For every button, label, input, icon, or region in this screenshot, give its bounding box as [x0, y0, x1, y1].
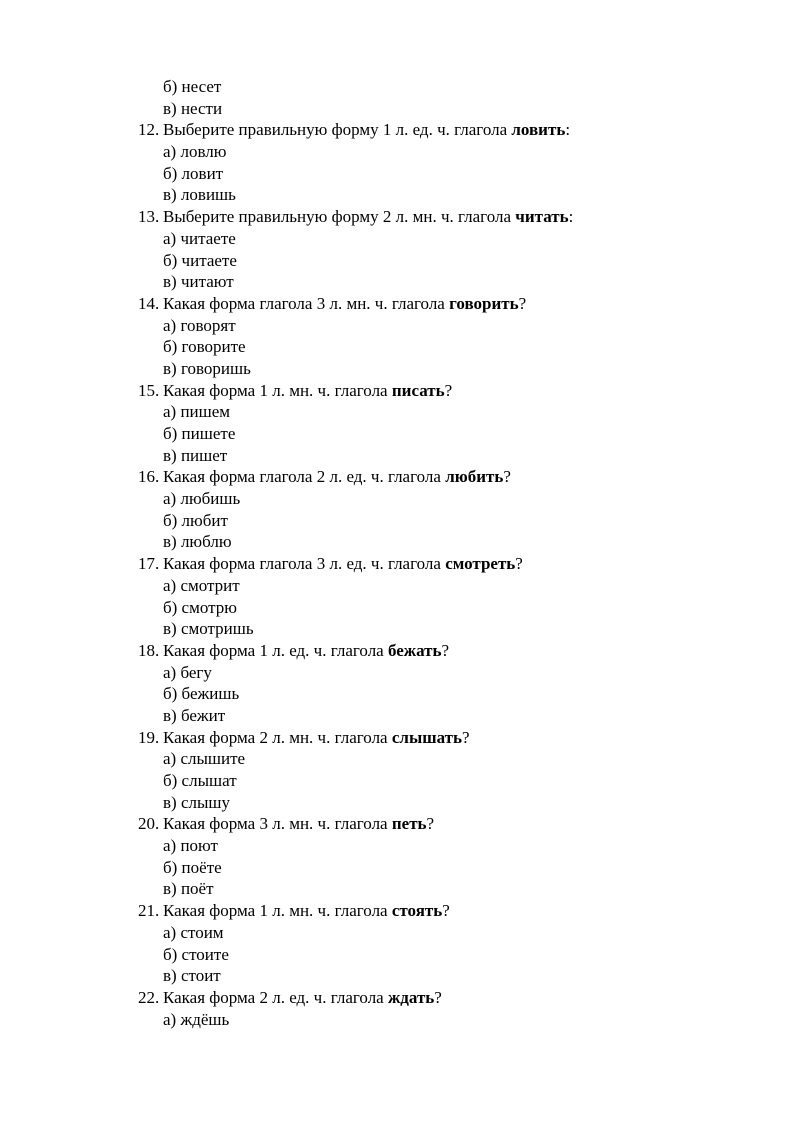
question-punct: ?: [444, 380, 453, 400]
question-text: Какая форма глагола 2 л. ед. ч. глагола: [163, 467, 446, 487]
question-verb: ждать: [387, 987, 435, 1007]
question-text: Выберите правильную форму 1 л. ед. ч. глагола: [163, 120, 512, 140]
question-number: 16.: [138, 467, 160, 487]
answer-option: а) поют: [163, 836, 218, 856]
question-12: [0, 119, 800, 141]
question-verb: стоять: [391, 901, 443, 921]
answer-option: в) смотришь: [163, 619, 254, 639]
answer-option: в) пишет: [163, 445, 228, 465]
question-verb: петь: [391, 814, 427, 834]
question-18: [0, 640, 800, 662]
question-text: Какая форма 2 л. мн. ч. глагола: [163, 727, 392, 747]
question-19: [0, 727, 800, 749]
question-15: [0, 380, 800, 402]
answer-option: а) любишь: [163, 489, 241, 509]
answer-option: а) говорят: [163, 315, 236, 335]
question-verb: слышать: [391, 727, 462, 747]
answer-option: б) ловит: [163, 163, 224, 183]
answer-option: а) пишем: [163, 402, 231, 422]
question-punct: ?: [518, 293, 527, 313]
answer-option: б) смотрю: [163, 597, 237, 617]
answer-option: б) говорите: [163, 337, 246, 357]
answer-option: в) стоит: [163, 966, 221, 986]
question-13: [0, 206, 800, 228]
answer-option: а) бегу: [163, 662, 212, 682]
question-text: Какая форма 3 л. мн. ч. глагола: [163, 814, 392, 834]
question-verb: смотреть: [445, 554, 516, 574]
question-text: Какая форма глагола 3 л. ед. ч. глагола: [163, 554, 446, 574]
question-punct: ?: [441, 640, 450, 660]
question-number: 19.: [138, 727, 160, 747]
question-number: 12.: [138, 120, 160, 140]
question-text: Какая форма 1 л. мн. ч. глагола: [163, 380, 392, 400]
question-punct: :: [568, 207, 574, 227]
question-text: Выберите правильную форму 2 л. мн. ч. глагола: [163, 207, 516, 227]
question-punct: ?: [442, 901, 450, 921]
quiz-content: [0, 76, 800, 1030]
question-verb: бежать: [387, 640, 442, 660]
answer-option: б) поёте: [163, 857, 222, 877]
question-number: 18.: [138, 640, 160, 660]
question-text: Какая форма глагола 3 л. мн. ч. глагола: [163, 293, 450, 313]
answer-option: а) ждёшь: [163, 1009, 230, 1029]
answer-option: а) стоим: [163, 922, 224, 942]
question-text: Какая форма 1 л. ед. ч. глагола: [163, 640, 388, 660]
question-verb: ловить: [511, 120, 566, 140]
question-21: [0, 900, 800, 922]
answer-option: б) пишете: [163, 424, 236, 443]
question-number: 17.: [138, 554, 160, 574]
answer-option: в) слышу: [163, 792, 230, 812]
question-verb: любить: [445, 467, 504, 487]
question-verb: писать: [391, 380, 445, 400]
question-text: Какая форма 1 л. мн. ч. глагола: [163, 901, 392, 921]
answer-option: а) читаете: [163, 228, 236, 248]
question-punct: ?: [461, 727, 470, 747]
question-number: 15.: [138, 380, 160, 400]
question-text: Какая форма 2 л. ед. ч. глагола: [163, 987, 388, 1007]
question-verb: говорить: [449, 293, 519, 313]
answer-option: в) бежит: [163, 705, 226, 725]
question-number: 13.: [138, 207, 160, 227]
answer-option: б) бежишь: [163, 684, 240, 704]
answer-option: в) читают: [163, 272, 234, 292]
question-number: 14.: [138, 293, 160, 313]
answer-option: в) поёт: [163, 879, 214, 899]
answer-option: в) ловишь: [163, 185, 236, 205]
answer-option: а) ловлю: [163, 142, 227, 162]
question-verb: читать: [515, 207, 569, 227]
answer-option: в) нести: [163, 98, 223, 118]
question-14: [0, 293, 800, 315]
answer-option: б) читаете: [163, 250, 237, 270]
question-punct: :: [565, 120, 571, 140]
answer-option: б) любит: [163, 510, 228, 530]
question-22: [0, 987, 800, 1009]
question-punct: ?: [515, 554, 523, 574]
question-punct: ?: [426, 814, 435, 834]
question-number: 20.: [138, 814, 160, 834]
question-number: 22.: [138, 987, 160, 1007]
answer-option: в) говоришь: [163, 358, 251, 378]
answer-option: в) люблю: [163, 532, 232, 552]
question-punct: ?: [434, 987, 442, 1007]
answer-option: б) слышат: [163, 771, 237, 790]
question-punct: ?: [503, 467, 511, 487]
answer-option: б) несет: [163, 77, 222, 96]
question-17: [0, 553, 800, 575]
question-20: [0, 813, 800, 835]
answer-option: а) смотрит: [163, 575, 240, 595]
question-16: [0, 466, 800, 488]
answer-option: а) слышите: [163, 749, 246, 769]
question-number: 21.: [138, 901, 160, 921]
answer-option: б) стоите: [163, 944, 229, 964]
